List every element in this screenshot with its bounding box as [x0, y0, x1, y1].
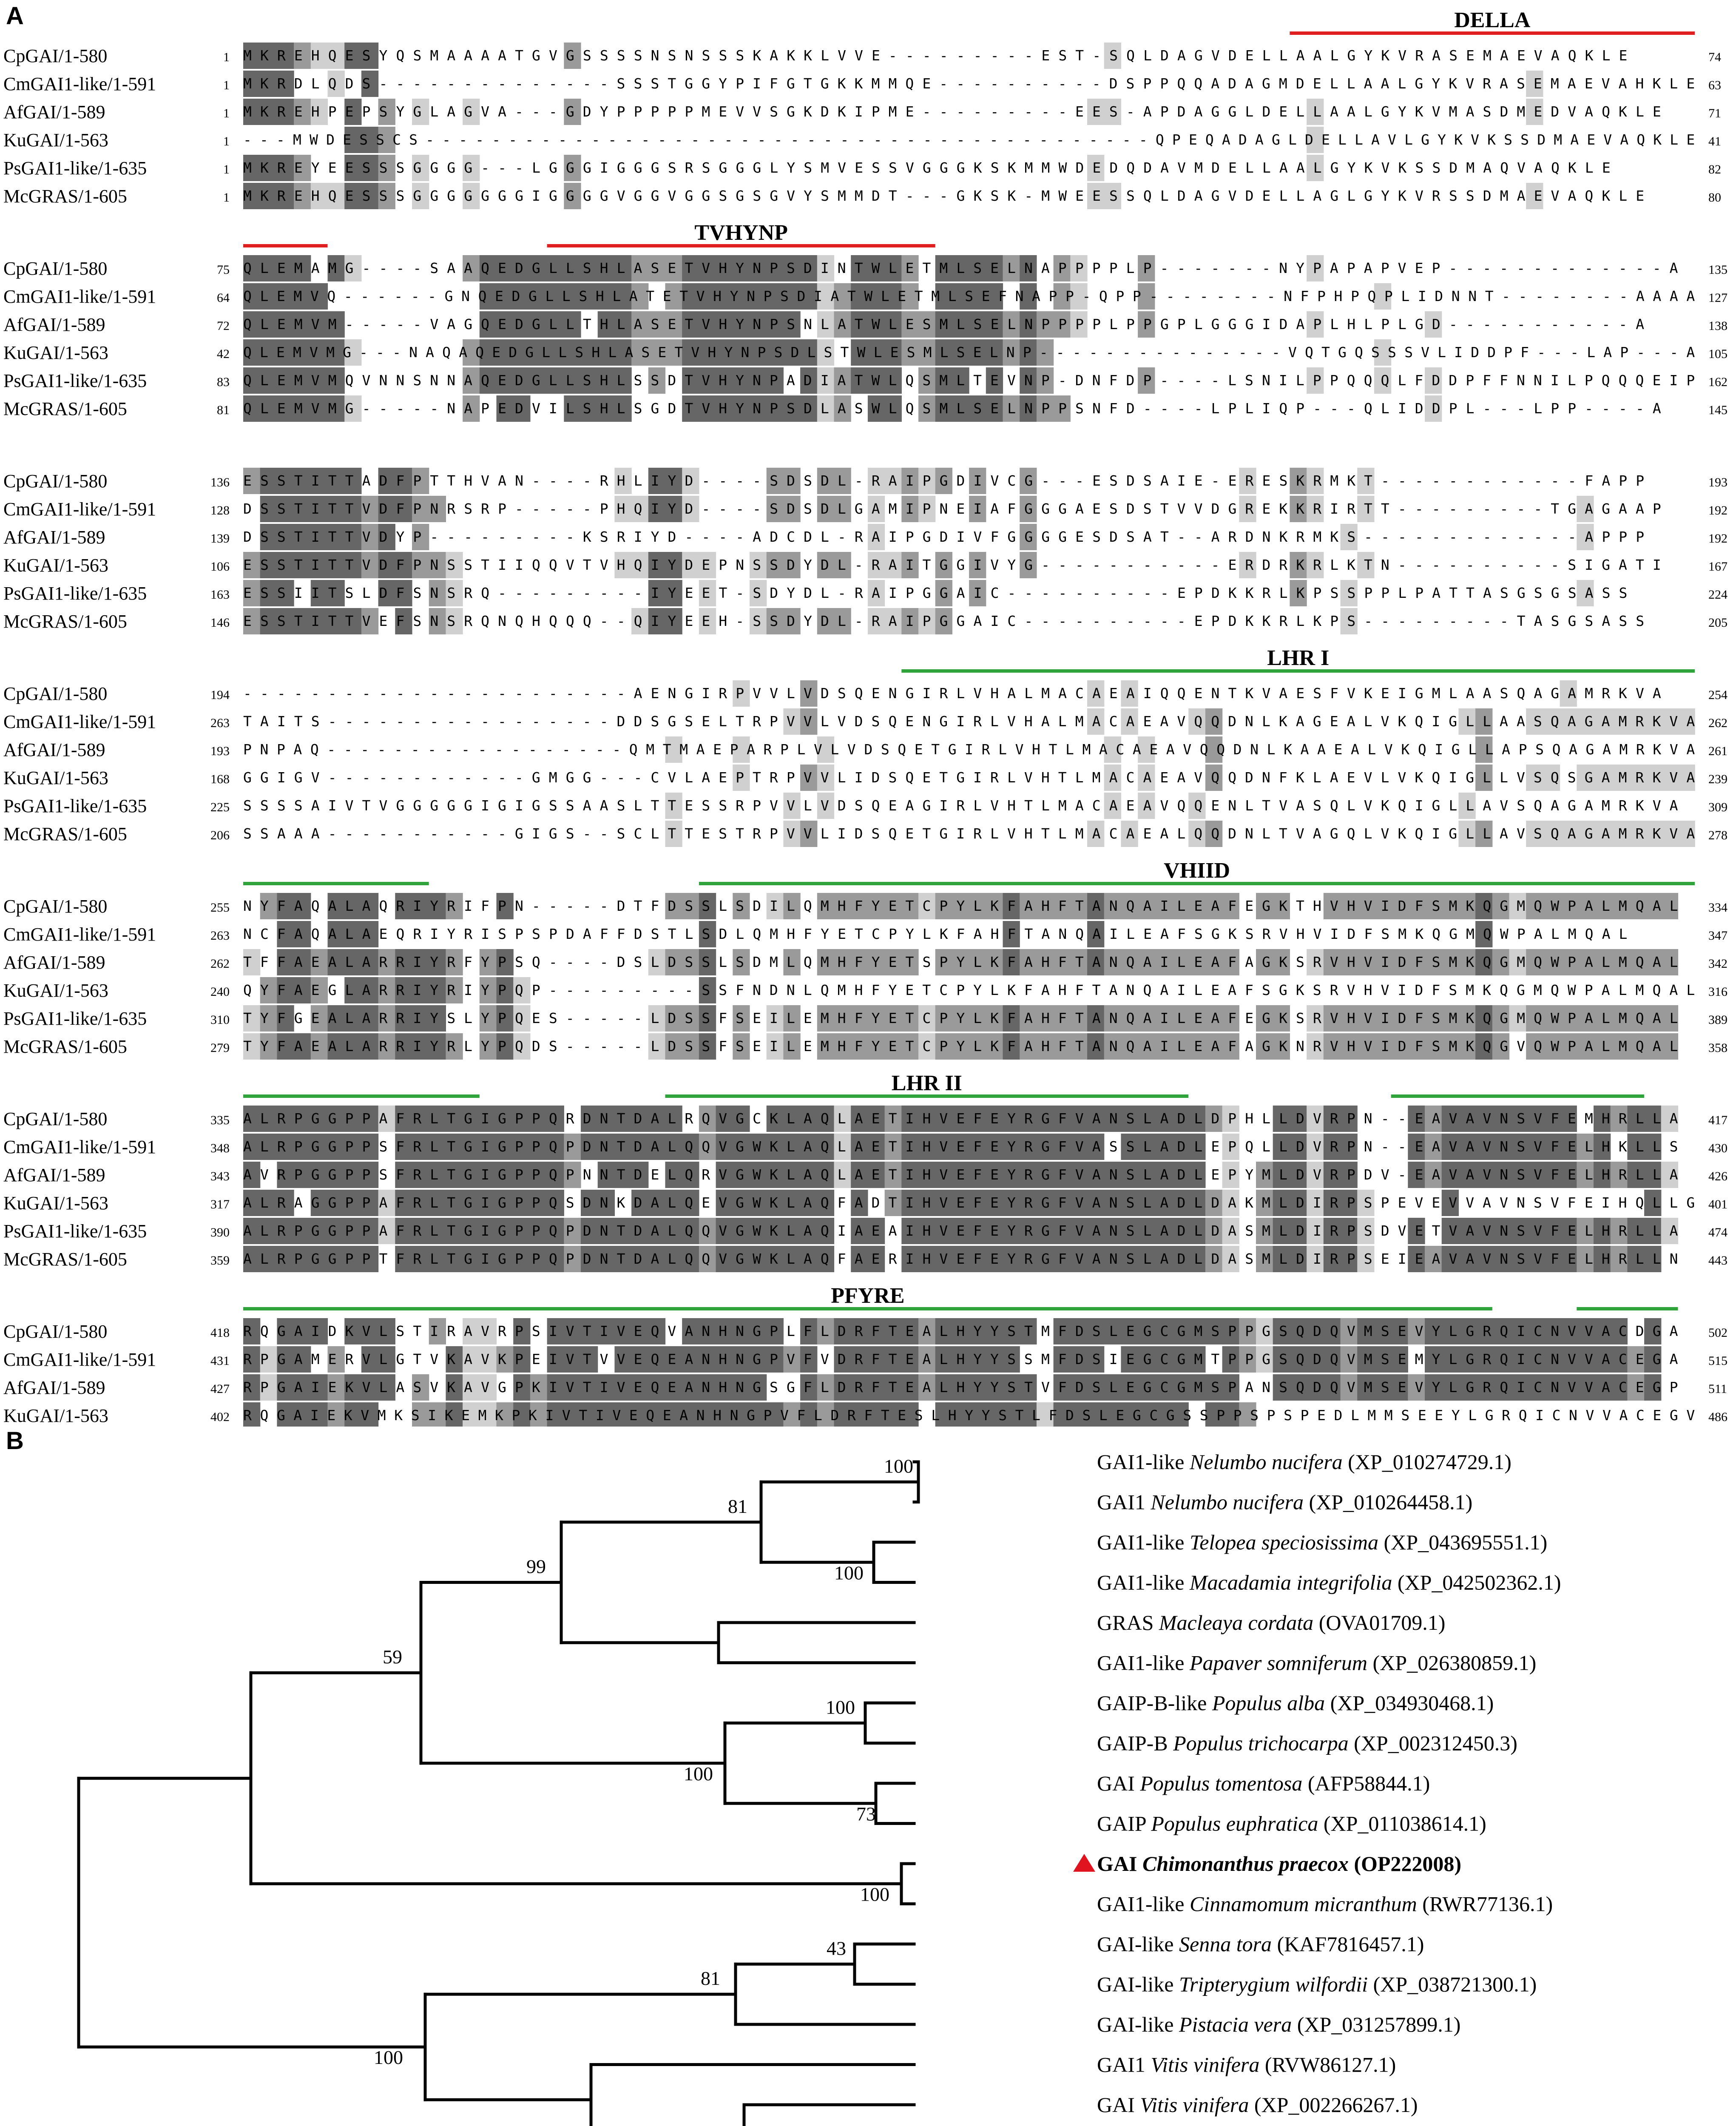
sequence-residues: DSSTITTVDFPNRSRP-----PHQIYD----SDSDLGAMIPNEIAFGGGAESDSTVVDGREKKRIRTT---------TGAGAAP — [243, 500, 1661, 517]
sequence-name: AfGAI/1-589 — [3, 527, 105, 548]
end-position: 309 — [1708, 800, 1727, 814]
bootstrap-value: 100 — [860, 1883, 889, 1905]
leaf-accession: (XP_034930468.1) — [1330, 1691, 1494, 1715]
start-position: 1 — [223, 78, 230, 92]
end-position: 389 — [1708, 1013, 1727, 1027]
sequence-name: PsGAI1-like/1-635 — [3, 1221, 147, 1242]
tree — [79, 1450, 1561, 2126]
leaf-gene: GAI-like — [1097, 2012, 1174, 2036]
start-position: 1 — [223, 134, 230, 148]
end-position: 342 — [1708, 957, 1727, 971]
end-position: 334 — [1708, 901, 1727, 915]
leaf-species: Macleaya cordata — [1159, 1611, 1314, 1634]
start-position: 262 — [210, 957, 230, 971]
sequence-name: PsGAI1-like/1-635 — [3, 158, 147, 179]
leaf-accession: (XP_038721300.1) — [1373, 1972, 1537, 1996]
alignment-block-2 — [3, 221, 1727, 422]
bootstrap-value: 43 — [827, 1937, 846, 1959]
leaf-species: Senna tora — [1179, 1932, 1272, 1956]
leaf-label — [1097, 1450, 1512, 1474]
sequence-residues: MKREYEESSSGGGG---LGGGIGGGSRSGGGLYSMVESSVGGGKSKMMWDEDQDAVMDELLAALGYKVKSSDMAQVAQKLE — [243, 159, 1611, 176]
sequence-name: McGRAS/1-605 — [3, 398, 127, 419]
sequence-name: CmGAI1-like/1-591 — [3, 1137, 156, 1157]
leaf-label — [1097, 1932, 1424, 1956]
sequence-name: CpGAI/1-580 — [3, 896, 108, 917]
sequence-residues: TYFAEALARRIYRLYPQDS-----LDSSFSEILEMHFYETCPYLKFAHFTANQAILEAFAGKNRVHVIDFSMKQGVQWPALMQAL — [243, 1038, 1678, 1054]
highlight-triangle-icon — [1073, 1854, 1095, 1872]
sequence-residues: PNPAQ------------------QMTMAEPARPLVLVDSQETGIRLVHTLMACAEAVQQDNLKAAEALVKQIGLLAPSQAGAMRKVA — [243, 741, 1695, 758]
sequence-name: KuGAI/1-563 — [3, 1405, 108, 1426]
sequence-name: PsGAI1-like/1-635 — [3, 796, 147, 816]
alignment-block-5 — [3, 858, 1727, 1060]
sequence-name: KuGAI/1-563 — [3, 342, 108, 363]
leaf-species: Macadamia integrifolia — [1190, 1570, 1392, 1594]
domain-label: DELLA — [1454, 8, 1531, 32]
sequence-name: KuGAI/1-563 — [3, 130, 108, 151]
leaf-species: Papaver somniferum — [1190, 1651, 1367, 1675]
end-position: 193 — [1708, 475, 1727, 489]
end-position: 135 — [1708, 263, 1727, 277]
sequence-name: KuGAI/1-563 — [3, 555, 108, 576]
sequence-residues: QYFAEGLARRIYRIYPQP---------SSFNDNLQMHFYETCPYLKFAHFTANQAILEAFSGKSRVHVIDFSMKQGMQWPALMQAL — [243, 982, 1695, 998]
sequence-residues: ALRPGGPPAFRLTGIGPPQPDNTDALQQVGWKLAQIAEAIHVEFEYRGFVANSLADLDASMLDIRPSDVETVAVNSVFELHRLLA — [243, 1222, 1678, 1239]
leaf-label — [1097, 1530, 1547, 1554]
end-position: 224 — [1708, 588, 1727, 602]
leaf-accession: (AFP58844.1) — [1307, 1771, 1430, 1795]
leaf-gene: GAIP — [1097, 1811, 1146, 1836]
bootstrap-value: 81 — [701, 1967, 720, 1990]
sequence-residues: QLEMVM-----VAGQEDGLLTHLASETVHYNPSNLATWLESMLSELNPPPPLPPGPLGGGIDAPLHLPLGD-----------A — [243, 316, 1645, 333]
end-position: 205 — [1708, 616, 1727, 630]
leaf-accession: (XP_010264458.1) — [1309, 1490, 1473, 1514]
bootstrap-value: 59 — [383, 1646, 402, 1668]
tree-branches — [79, 1462, 918, 2126]
sequence-residues: TFFAEALARRIYRFYPSQ----DSLDSSLSDMLQMHFYETSPYLKFAHFTANQAILEAFAGKSRVHVIDFSMKQGMQWPALMQAL — [243, 954, 1678, 970]
bootstrap-value: 73 — [856, 1803, 876, 1825]
sequence-name: McGRAS/1-605 — [3, 186, 127, 207]
sequence-name: AfGAI/1-589 — [3, 952, 105, 973]
end-position: 192 — [1708, 532, 1727, 546]
leaf-label — [1097, 1812, 1486, 1836]
leaf-accession: (XP_026380859.1) — [1372, 1651, 1537, 1675]
sequence-name: KuGAI/1-563 — [3, 767, 108, 788]
leaf-gene: GAI — [1097, 1771, 1135, 1795]
leaf-label — [1097, 2093, 1418, 2117]
start-position: 240 — [210, 985, 230, 999]
sequence-name: PsGAI1-like/1-635 — [3, 583, 147, 604]
sequence-name: CpGAI/1-580 — [3, 258, 108, 279]
end-position: 192 — [1708, 503, 1727, 517]
end-position: 239 — [1708, 772, 1727, 786]
sequence-residues: MKREHPEPSYGLAGVA---GDYPPPPPMEVVSGKDKIPME---------EES-APDAGGLDELLAALGYKVMASDMEDVAQKLE — [243, 103, 1661, 120]
start-position: 418 — [210, 1326, 230, 1340]
domain-label: VHIID — [1164, 858, 1230, 883]
leaf-label — [1097, 1691, 1494, 1715]
sequence-residues: ESSIITSLDFSNSRQ---------IYEET-SDYDL-RAIPGGAIC----------EPDKKRLKPSSPPLPATTASGSGSASS — [243, 585, 1628, 601]
leaf-label — [1097, 1571, 1561, 1594]
alignment-block-4 — [3, 646, 1727, 847]
leaf-accession: (XP_010274729.1) — [1348, 1450, 1512, 1474]
alignment-block-1 — [3, 8, 1721, 209]
sequence-residues: ALRPGGPPSFRLTGIGPPQPDNTDALQQVGWKLAQLAETIHVEFEYRGFVASSLADLEPQLLDVRPN--EAVAVNSVFELHKLLS — [243, 1138, 1678, 1155]
sequence-residues: QLEMAMG----SAAQEDGLLSHLASETVHYNPSDINTWLETMLSELNAPPPPLP-------NYPAPAPVEP-------------A — [243, 260, 1678, 276]
sequence-residues: ESSTITTADFPTTHVAN----RHLIYD----SDSDL-RAIPGDIVCG---ESDSAIE-ERESKRMKT------------FAPP — [243, 472, 1645, 489]
start-position: 359 — [210, 1253, 230, 1268]
leaf-species: Populus euphratica — [1151, 1811, 1318, 1836]
sequence-residues: RQGAIEKVMKSIKEMKPKIVTIVEQEANHNGPVFLDRFTESLHYYSTLFDSLEGCGSSPPSPSPEDLMMSEEYLGRQICNVVACEGV — [243, 1407, 1695, 1424]
start-position: 128 — [210, 503, 230, 517]
sequence-name: PsGAI1-like/1-635 — [3, 370, 147, 391]
end-position: 82 — [1708, 162, 1721, 176]
leaf-species: Vitis vinifera — [1151, 2052, 1260, 2077]
sequence-name: CmGAI1-like/1-591 — [3, 286, 156, 307]
panel-label-b: B — [6, 1427, 24, 1455]
sequence-residues: TYFGEALARRIYSLYPQES-----LDSSFSEILEMHFYETCPYLKFAHFTANQAILEAFEGKSRVHVIDFSMKQGMQWPALMQAL — [243, 1010, 1678, 1026]
start-position: 106 — [210, 560, 230, 574]
sequence-residues: MKREHQESSSGGGGGGGIGGGGVGGVGGSGSGVYSMMDT---GKSK-MWEESSQLDAGVDELLAGLGYKVRSSDMAEVAQKLE — [243, 188, 1645, 204]
leaf-label — [1097, 1973, 1537, 1996]
sequence-residues: SSSSAIVTVGGGGGIGIGSSAASLTTESSRPVVLVDSQEAGIRLVHTLMACAEAVQQENLTVASQLVKQIGLLAVSQAGAMRKVA — [243, 797, 1678, 814]
sequence-name: McGRAS/1-605 — [3, 824, 127, 844]
leaf-label — [1097, 1611, 1445, 1634]
sequence-residues: NYFAQALAQRIYRIFPN-----DTFDSSLSDILQMHFYETCPYLKFAHFTANQAILEAFEGKTHVHVIDFSMKQGMQWPALMQAL — [243, 898, 1678, 914]
leaf-accession: (XP_011038614.1) — [1323, 1811, 1486, 1836]
end-position: 261 — [1708, 744, 1727, 758]
start-position: 146 — [210, 616, 230, 630]
end-position: 511 — [1708, 1382, 1727, 1396]
start-position: 317 — [210, 1197, 230, 1211]
end-position: 515 — [1708, 1354, 1727, 1368]
leaf-accession: (XP_002266267.1) — [1254, 2093, 1418, 2117]
start-position: 390 — [210, 1225, 230, 1239]
start-position: 193 — [210, 744, 230, 758]
leaf-species: Telopea speciosissima — [1190, 1530, 1378, 1554]
start-position: 263 — [210, 929, 230, 943]
start-position: 75 — [217, 263, 230, 277]
end-position: 80 — [1708, 190, 1721, 205]
sequence-residues: MKREHQESYQSMAAAATGVGSSSSNSNSSSKAKKLVVE---------EST-SQLDAGVDELLAALGYKVRASEMAEVAQKLE — [243, 47, 1628, 64]
end-position: 347 — [1708, 929, 1727, 943]
end-position: 162 — [1708, 375, 1727, 389]
leaf-gene: GAI-like — [1097, 1932, 1174, 1956]
panel-label-a: A — [6, 2, 24, 30]
sequence-name: PsGAI1-like/1-635 — [3, 1008, 147, 1029]
sequence-residues: ESSTITTVDFPNSSTIIQQVTVHQIYDEPNSSDYDL-RAITGGIVYG-----------ERDRKRLKTN----------SIGATI — [243, 557, 1661, 573]
sequence-name: AfGAI/1-589 — [3, 1165, 105, 1185]
bootstrap-value: 100 — [834, 1562, 864, 1584]
leaf-species: Populus tomentosa — [1140, 1771, 1303, 1795]
end-position: 138 — [1708, 319, 1727, 333]
leaf-species: Populus trichocarpa — [1173, 1731, 1349, 1755]
start-position: 431 — [210, 1354, 230, 1368]
leaf-gene: GAI-like — [1097, 1972, 1174, 1996]
sequence-name: CpGAI/1-580 — [3, 1108, 108, 1129]
domain-label: LHR II — [891, 1071, 962, 1095]
leaf-species: Pistacia vera — [1179, 2012, 1292, 2036]
alignment-block-3 — [3, 468, 1727, 634]
end-position: 145 — [1708, 403, 1727, 417]
leaf-gene: GAI — [1097, 1852, 1137, 1876]
end-position: 443 — [1708, 1253, 1727, 1268]
phylogenetic-tree-panel — [0, 1429, 1736, 2126]
leaf-accession: (OVA01709.1) — [1318, 1611, 1446, 1634]
leaf-accession: (RVW86127.1) — [1264, 2052, 1396, 2077]
leaf-gene: GAI1-like — [1097, 1570, 1185, 1594]
leaf-gene: GAI1-like — [1097, 1530, 1185, 1554]
end-position: 105 — [1708, 347, 1727, 361]
sequence-residues: GGIGV------------GMGG---CVLAEPTRPVVLIDSQETGIRLVHTLMACAEAVQQDNFKLAEVLVKQIGLLVSQSGAMRKVA — [243, 769, 1695, 786]
leaf-gene: GAIP-B — [1097, 1731, 1168, 1755]
sequence-residues: ALRPGGPPTFRLTGIGPPQPDNTDALQQVGWKLAQFAERIHVEFEYRGFVANSLADLDASMLDIRPSEIEAVAVNSVFELHRLLN — [243, 1251, 1678, 1267]
start-position: 310 — [210, 1013, 230, 1027]
sequence-residues: QLEMVMG-----NAPEDVILSHLSGDTVHYNPSDLASWLQSMLSELNPPSNFD----LPLIQP---QLIDDPL---LPP----A — [243, 400, 1661, 417]
sequence-name: CpGAI/1-580 — [3, 471, 108, 492]
sequence-name: CpGAI/1-580 — [3, 683, 108, 704]
leaf-gene: GAI1-like — [1097, 1651, 1185, 1675]
leaf-gene: GAI — [1097, 2093, 1135, 2117]
start-position: 225 — [210, 800, 230, 814]
end-position: 127 — [1708, 291, 1727, 305]
sequence-name: CmGAI1-like/1-591 — [3, 499, 156, 520]
start-position: 136 — [210, 475, 230, 489]
sequence-name: McGRAS/1-605 — [3, 1249, 127, 1270]
sequence-residues: RPGAIEKVLASVKAVGPKIVTIVEQEANHNGSGFLDRFTEALHYYSTVFDSLEGCGMSPANSQDQVMSEVYLGRQICNVVACEGP — [243, 1379, 1678, 1396]
end-position: 262 — [1708, 716, 1727, 730]
sequence-residues: ESSTITTVEFSNSRQNQHQQQ--QIYEEH-SSDYDL-RAIPGGAIC----------EPDKKRLKPS---------TASGSASS — [243, 613, 1645, 629]
bootstrap-value: 81 — [728, 1495, 747, 1517]
sequence-residues: SSAAA-----------GIGS--SCLTTESTRPVVLIDSQETGIRLVHTLMACAEALQQDNLTVAGQLVKQIGLLAVSQAGAMRKVA — [243, 825, 1695, 842]
sequence-residues: AVRPGGPPSFRLTGIGPPQPNNTDELQRVGWKLAQLAETIHVEFEYRGFVANSLADLEPYMLDVRPDV-EAVAVNSVFELHRLLA — [243, 1166, 1678, 1183]
sequence-name: CpGAI/1-580 — [3, 45, 108, 66]
start-position: 81 — [217, 403, 230, 417]
sequence-residues: NCFAQALAEQRIYRISPSPDAFFDSTLSDLQMHFYETCPYLKFAHFTANQAILEAFSGKSRVHVIDFSMKQGMQWPALMQAL — [243, 926, 1628, 942]
bootstrap-value: 99 — [526, 1555, 546, 1577]
start-position: 163 — [210, 588, 230, 602]
start-position: 1 — [223, 162, 230, 176]
end-position: 358 — [1708, 1041, 1727, 1055]
sequence-residues: RQGAIDKVLSTIRAVRPSIVTIVEQVANHNGPLFLDRFTEALHYYSTMFDSLEGCGMSPPGSQDQVMSEVYLGRQICNVVACDGA — [243, 1323, 1678, 1339]
start-position: 42 — [217, 347, 230, 361]
sequence-residues: DSSTITTVDYP---------KSRIYD----ADCDL-RAIPGDIVFGGGGESDSAT--ARDNKRMKS-------------APPP — [243, 529, 1645, 545]
leaf-accession: (OP222008) — [1354, 1852, 1462, 1876]
leaf-gene: GRAS — [1097, 1611, 1154, 1634]
bootstrap-value: 100 — [684, 1762, 713, 1785]
end-position: 41 — [1708, 134, 1721, 148]
start-position: 279 — [210, 1041, 230, 1055]
leaf-species: Nelumbo nucifera — [1190, 1450, 1343, 1474]
leaf-species: Populus alba — [1212, 1691, 1325, 1715]
end-position: 486 — [1708, 1410, 1727, 1424]
leaf-label — [1097, 1771, 1430, 1795]
start-position: 402 — [210, 1410, 230, 1424]
sequence-name: CmGAI1-like/1-591 — [3, 711, 156, 732]
end-position: 71 — [1708, 106, 1721, 120]
start-position: 83 — [217, 375, 230, 389]
end-position: 502 — [1708, 1326, 1727, 1340]
end-position: 74 — [1708, 50, 1721, 64]
sequence-name: CmGAI1-like/1-591 — [3, 1349, 156, 1370]
sequence-name: AfGAI/1-589 — [3, 739, 105, 760]
leaf-accession: (RWR77136.1) — [1422, 1892, 1553, 1916]
leaf-gene: GAI1 — [1097, 2052, 1145, 2077]
bootstrap-value: 100 — [884, 1455, 913, 1477]
start-position: 343 — [210, 1169, 230, 1183]
domain-label: LHR I — [1267, 646, 1330, 670]
start-position: 194 — [210, 688, 230, 702]
leaf-species: Cinnamomum micranthum — [1190, 1892, 1417, 1916]
sequence-name: McGRAS/1-605 — [3, 1036, 127, 1057]
end-position: 316 — [1708, 985, 1727, 999]
start-position: 255 — [210, 901, 230, 915]
end-position: 167 — [1708, 560, 1727, 574]
start-position: 427 — [210, 1382, 230, 1396]
domain-label: PFYRE — [831, 1284, 905, 1308]
end-position: 474 — [1708, 1225, 1727, 1239]
leaf-label — [1097, 1892, 1553, 1916]
leaf-gene: GAI1 — [1097, 1490, 1145, 1514]
leaf-label — [1097, 1490, 1472, 1514]
sequence-name: AfGAI/1-589 — [3, 1377, 105, 1398]
leaf-label — [1097, 2053, 1396, 2077]
sequence-residues: QLEMVQ------GNQEDGLLSHLATETVHYNPSDIATWLETMLSEFNAPP-QPP--------NFPHPQPLIDNNT--------AAAA — [243, 288, 1695, 304]
start-position: 1 — [223, 106, 230, 120]
end-position: 254 — [1708, 688, 1727, 702]
start-position: 1 — [223, 190, 230, 205]
sequence-name: CmGAI1-like/1-591 — [3, 74, 156, 94]
sequence-residues: QLEMVMQVNNSNNAQEDGLLSHLSSDTVHYNPADIATWLQSMLTEVNP-DNFDP----LSNILPPQQQLFDDPFFNNILPQQQEIP — [243, 372, 1695, 389]
leaf-species: Tripterygium wilfordii — [1179, 1972, 1368, 1996]
alignment-block-6 — [3, 1071, 1727, 1272]
sequence-residues: MKRDLQDS--------------SSSTGGYPIFGTGKKMMQE----------DSPPQQADAGMDELLAALGYKVRASEMAEVAHKLE — [243, 75, 1695, 92]
start-position: 348 — [210, 1141, 230, 1155]
sequence-residues: ALRAGGPPAFRLTGIGPPQSDNKDALQEVGWKLAQFADTIHVEFEYRGFVANSLADLDAKMLDIRPSPEVEVVAVNSVFEIHQLLG — [243, 1194, 1695, 1211]
end-position: 401 — [1708, 1197, 1727, 1211]
leaf-label — [1097, 1852, 1461, 1876]
start-position: 1 — [223, 50, 230, 64]
leaf-gene: GAI1-like — [1097, 1450, 1185, 1474]
end-position: 430 — [1708, 1141, 1727, 1155]
leaf-species: Nelumbo nucifera — [1151, 1490, 1304, 1514]
sequence-name: AfGAI/1-589 — [3, 314, 105, 335]
leaf-label — [1097, 1731, 1517, 1755]
start-position: 64 — [217, 291, 230, 305]
leaf-gene: GAIP-B-like — [1097, 1691, 1207, 1715]
leaf-label — [1097, 2012, 1460, 2036]
end-position: 63 — [1708, 78, 1721, 92]
leaf-species: Vitis vinifera — [1140, 2093, 1249, 2117]
sequence-name: McGRAS/1-605 — [3, 611, 127, 632]
start-position: 139 — [210, 532, 230, 546]
end-position: 417 — [1708, 1113, 1727, 1127]
start-position: 168 — [210, 772, 230, 786]
sequence-name: KuGAI/1-563 — [3, 1193, 108, 1214]
sequence-name: AfGAI/1-589 — [3, 102, 105, 122]
sequence-residues: ---MWDESSCS--------------------------------------------QPEQADAGLDELLAVLGYKVKSSDMAEVAQKLE — [243, 131, 1695, 148]
start-position: 335 — [210, 1113, 230, 1127]
sequence-residues: QLEMVMG---NAQAQEDGLLSHLASETVHYNPSDLSTWLESMLSELNP---------------VQTGQSSSVLIDDPF---LAP---A — [243, 344, 1695, 361]
bootstrap-value: 100 — [826, 1696, 855, 1718]
start-position: 206 — [210, 828, 230, 842]
start-position: 263 — [210, 716, 230, 730]
sequence-name: CmGAI1-like/1-591 — [3, 924, 156, 945]
leaf-accession: (XP_002312450.3) — [1354, 1731, 1517, 1755]
leaf-gene: GAI1-like — [1097, 1892, 1185, 1916]
leaf-accession: (XP_031257899.1) — [1297, 2012, 1461, 2036]
sequence-residues: TAITS-----------------DDSGSELTRPVVLVDSQENGIRLVHALMACAEAVQQDNLKAGEALVKQIGLLAASQAGAMRKVA — [243, 713, 1695, 730]
leaf-accession: (XP_043695551.1) — [1384, 1530, 1548, 1554]
domain-label: TVHYNP — [694, 221, 788, 245]
sequence-name: CpGAI/1-580 — [3, 1321, 108, 1342]
leaf-accession: (KAF7816457.1) — [1277, 1932, 1424, 1956]
end-position: 426 — [1708, 1169, 1727, 1183]
bootstrap-value: 100 — [374, 2046, 403, 2069]
start-position: 72 — [217, 319, 230, 333]
sequence-residues: ALRPGGPPAFRLTGIGPPQRDNTDALRQVGCKLAQLAETIHVEFEYRGFVANSLADLDPHLLDVRPN--EAVAVNSVFEMHRLLA — [243, 1110, 1678, 1127]
leaf-label — [1097, 1651, 1536, 1675]
alignment-block-7 — [3, 1284, 1727, 1427]
sequence-residues: -----------------------AENGIRPVVLVDSQENGIRLVHALMACAEAIQQENTKVAESFVKEIGMLAASQAGAMRKVA — [243, 685, 1661, 702]
leaf-accession: (XP_042502362.1) — [1397, 1570, 1561, 1594]
end-position: 278 — [1708, 828, 1727, 842]
sequence-residues: RPGAMERVLGTVKAVKPEIVTVVEQEANHNGPVFVDRFTEALHYYSSMFDSIEGCGMTPPGSQDQVMSEMYLGRQICNVVACEGA — [243, 1351, 1678, 1367]
sequence-name: KuGAI/1-563 — [3, 980, 108, 1001]
leaf-species: Chimonanthus praecox — [1142, 1852, 1349, 1876]
